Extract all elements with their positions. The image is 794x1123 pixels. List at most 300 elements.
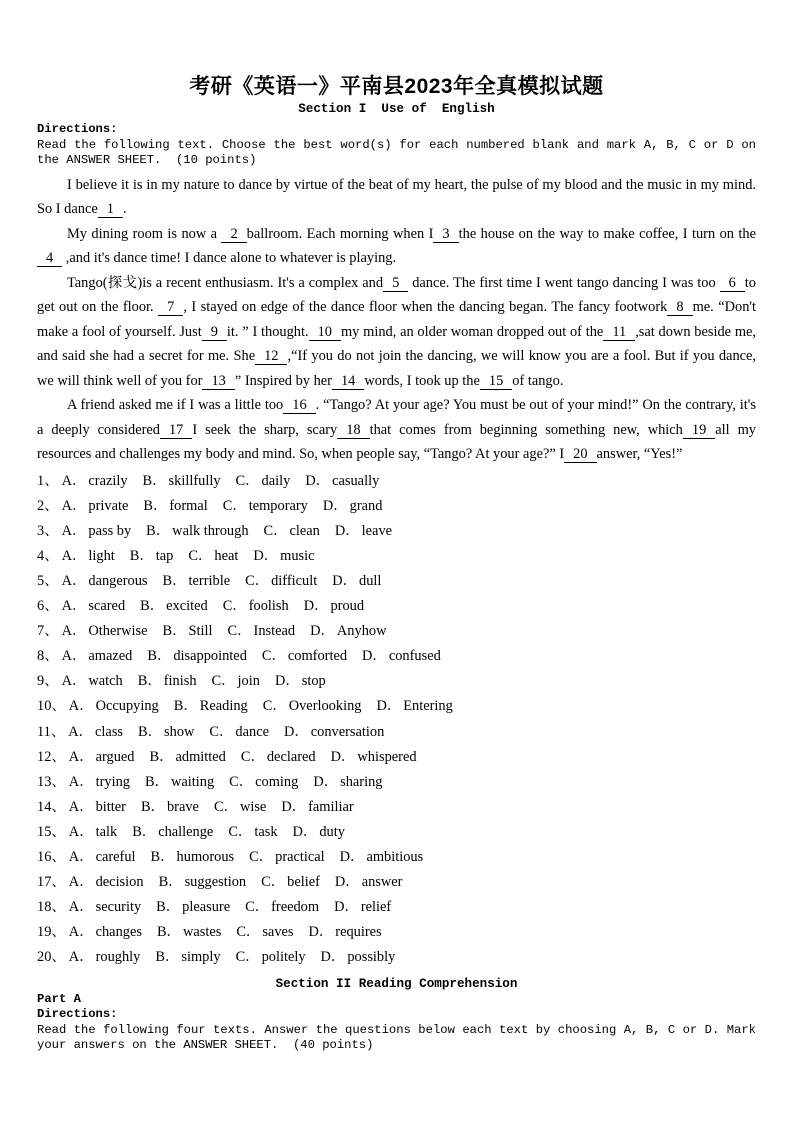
option-letter: C． bbox=[188, 547, 213, 564]
option-letter: C． bbox=[213, 798, 238, 815]
option-letter: D． bbox=[322, 497, 348, 514]
question-option bbox=[151, 849, 235, 865]
question-number: 15、 bbox=[37, 823, 66, 840]
option-letter: A． bbox=[68, 849, 94, 866]
cloze-blank: 18 bbox=[337, 422, 369, 439]
question-option bbox=[241, 749, 316, 765]
option-letter: B． bbox=[162, 573, 187, 589]
option-letter: A． bbox=[61, 547, 87, 564]
question-option bbox=[62, 598, 126, 614]
option-letter: B． bbox=[129, 547, 154, 564]
option-letter: D． bbox=[339, 849, 365, 866]
cloze-blank: 20 bbox=[564, 446, 596, 463]
question-row bbox=[37, 644, 756, 669]
question-row bbox=[37, 669, 756, 694]
option-text: watch bbox=[88, 673, 123, 690]
question-option bbox=[62, 648, 133, 664]
option-letter: D． bbox=[310, 623, 335, 640]
question-row bbox=[37, 870, 756, 895]
cloze-paragraph: I believe it is in my nature to dance by virtue of the beat of my heart, the pulse of my blood and the music in my mind. So I dance 1 . bbox=[37, 176, 756, 218]
option-letter: D． bbox=[334, 899, 359, 916]
cloze-blank: 15 bbox=[480, 373, 512, 390]
question-number: 3、 bbox=[37, 522, 59, 539]
option-letter: D． bbox=[334, 522, 360, 539]
cloze-blank: 7 bbox=[158, 299, 183, 316]
option-letter: C． bbox=[228, 823, 253, 840]
option-letter: D． bbox=[253, 547, 279, 564]
option-text: security bbox=[95, 899, 142, 916]
option-text: coming bbox=[255, 773, 299, 790]
section2-directions-text: Read the following four texts. Answer the questions below each text by choosing A, B, C or D. Mark your answers on the ANSWER SHEET. (40 points) bbox=[37, 1022, 764, 1053]
option-text: politely bbox=[261, 949, 306, 966]
question-option bbox=[284, 724, 384, 740]
option-text: challenge bbox=[158, 823, 214, 840]
option-letter: D． bbox=[281, 798, 307, 815]
option-letter: D． bbox=[362, 648, 387, 665]
option-text: freedom bbox=[271, 899, 320, 916]
question-option bbox=[69, 924, 142, 940]
option-text: suggestion bbox=[184, 874, 247, 891]
option-text: comforted bbox=[287, 648, 348, 665]
option-text: conversation bbox=[310, 723, 385, 740]
option-letter: C． bbox=[261, 648, 286, 665]
option-text: scared bbox=[88, 598, 126, 615]
option-text: practical bbox=[275, 849, 325, 866]
option-text: daily bbox=[261, 472, 291, 489]
question-option bbox=[304, 598, 364, 614]
option-text: tap bbox=[155, 547, 174, 564]
cloze-blank: 19 bbox=[683, 422, 715, 439]
cloze-blank: 5 bbox=[383, 275, 408, 292]
question-option bbox=[163, 623, 213, 639]
option-letter: D． bbox=[330, 748, 356, 765]
question-option bbox=[62, 573, 148, 589]
option-text: pleasure bbox=[182, 899, 231, 916]
question-list bbox=[37, 469, 756, 971]
option-text: Anyhow bbox=[336, 623, 387, 640]
section2-directions-label: Directions: bbox=[37, 1007, 118, 1022]
question-option bbox=[376, 698, 452, 714]
option-text: wise bbox=[239, 798, 267, 815]
option-text: answer bbox=[361, 874, 403, 891]
cloze-paragraph: My dining room is now a 2 ballroom. Each morning when I 3 the house on the way to make coffee, I turn on the 4 ,and it's dance time! I dance alone to whatever is playing. bbox=[37, 222, 756, 271]
question-option bbox=[130, 548, 174, 564]
question-option bbox=[228, 824, 277, 840]
question-number: 19、 bbox=[37, 924, 66, 941]
question-option bbox=[69, 799, 126, 815]
question-option bbox=[332, 573, 381, 589]
question-option bbox=[147, 648, 247, 664]
option-letter: C． bbox=[262, 698, 287, 715]
option-text: Entering bbox=[403, 698, 453, 715]
cloze-blank: 12 bbox=[255, 348, 287, 365]
option-letter: D． bbox=[303, 598, 329, 615]
question-number: 4、 bbox=[37, 547, 59, 564]
option-letter: B． bbox=[140, 798, 165, 815]
cloze-blank: 2 bbox=[221, 226, 246, 243]
option-letter: C． bbox=[235, 472, 260, 489]
option-text: talk bbox=[95, 823, 118, 840]
option-text: private bbox=[88, 497, 129, 514]
question-option bbox=[245, 573, 317, 589]
option-text: brave bbox=[166, 798, 199, 815]
question-row bbox=[37, 619, 756, 644]
question-option bbox=[261, 874, 320, 890]
section2-part-label: Part A bbox=[37, 991, 81, 1006]
option-letter: C． bbox=[245, 573, 270, 589]
option-text: Instead bbox=[253, 623, 296, 640]
option-text: Overlooking bbox=[288, 698, 362, 715]
option-text: roughly bbox=[95, 949, 141, 966]
option-text: dangerous bbox=[88, 573, 148, 589]
question-row bbox=[37, 895, 756, 920]
question-option bbox=[69, 824, 117, 840]
question-option bbox=[62, 548, 115, 564]
question-option bbox=[212, 673, 260, 689]
option-letter: C． bbox=[227, 623, 252, 640]
question-option bbox=[69, 899, 141, 915]
option-text: declared bbox=[266, 748, 316, 765]
option-text: class bbox=[95, 723, 124, 740]
option-text: ambitious bbox=[366, 849, 424, 866]
option-letter: D． bbox=[320, 949, 346, 966]
option-letter: A． bbox=[68, 823, 94, 840]
question-option bbox=[163, 573, 231, 589]
option-text: disappointed bbox=[173, 648, 247, 665]
option-letter: C． bbox=[222, 598, 247, 615]
option-letter: C． bbox=[229, 773, 254, 790]
question-number: 17、 bbox=[37, 874, 66, 891]
cloze-blank: 8 bbox=[667, 299, 692, 316]
question-row bbox=[37, 845, 756, 870]
question-option bbox=[321, 949, 396, 965]
option-letter: B． bbox=[144, 773, 169, 790]
option-text: argued bbox=[95, 748, 135, 765]
option-text: confused bbox=[388, 648, 441, 665]
option-text: grand bbox=[349, 497, 383, 514]
option-text: simply bbox=[181, 949, 221, 966]
option-text: amazed bbox=[88, 648, 133, 665]
option-letter: A． bbox=[68, 899, 94, 916]
option-text: stop bbox=[301, 673, 326, 690]
option-text: proud bbox=[330, 598, 365, 615]
option-text: pass by bbox=[88, 522, 132, 539]
option-text: skillfully bbox=[168, 472, 221, 489]
option-text: casually bbox=[332, 472, 380, 489]
option-text: finish bbox=[163, 673, 197, 690]
option-text: Still bbox=[188, 623, 213, 640]
question-option bbox=[69, 874, 144, 890]
question-option bbox=[281, 799, 353, 815]
option-letter: B． bbox=[147, 648, 172, 665]
question-option bbox=[275, 673, 326, 689]
option-letter: B． bbox=[162, 623, 187, 640]
option-text: temporary bbox=[248, 497, 308, 514]
question-row bbox=[37, 770, 756, 795]
option-text: task bbox=[254, 823, 278, 840]
option-letter: D． bbox=[292, 823, 318, 840]
option-letter: A． bbox=[68, 949, 94, 966]
question-number: 16、 bbox=[37, 849, 66, 866]
cloze-blank: 14 bbox=[332, 373, 364, 390]
option-text: Occupying bbox=[95, 698, 159, 715]
option-letter: C． bbox=[263, 522, 288, 539]
question-option bbox=[62, 673, 123, 689]
question-number: 11、 bbox=[37, 723, 66, 740]
section1-heading: Section I Use of English bbox=[298, 102, 495, 116]
option-text: join bbox=[237, 673, 260, 690]
question-option bbox=[155, 949, 220, 965]
option-text: sharing bbox=[340, 773, 383, 790]
option-text: waiting bbox=[170, 773, 215, 790]
question-option bbox=[335, 523, 392, 539]
option-letter: B． bbox=[137, 673, 162, 690]
question-option bbox=[340, 849, 424, 865]
option-text: decision bbox=[95, 874, 144, 891]
option-letter: C． bbox=[209, 723, 234, 740]
question-option bbox=[68, 724, 123, 740]
question-option bbox=[362, 648, 441, 664]
question-option bbox=[174, 698, 248, 714]
question-option bbox=[138, 673, 197, 689]
option-text: music bbox=[280, 547, 315, 564]
option-letter: A． bbox=[61, 472, 87, 489]
question-option bbox=[145, 774, 214, 790]
question-option bbox=[62, 473, 128, 489]
option-letter: A． bbox=[61, 648, 87, 665]
option-letter: B． bbox=[142, 472, 167, 489]
option-text: Reading bbox=[199, 698, 248, 715]
question-option bbox=[69, 774, 130, 790]
section1-directions-label: Directions: bbox=[37, 122, 118, 137]
option-letter: D． bbox=[283, 723, 309, 740]
question-option bbox=[309, 924, 382, 940]
option-letter: B． bbox=[149, 748, 174, 765]
option-text: saves bbox=[262, 924, 294, 941]
option-text: humorous bbox=[176, 849, 235, 866]
question-row bbox=[37, 920, 756, 945]
question-number: 13、 bbox=[37, 773, 66, 790]
option-letter: A． bbox=[61, 598, 87, 615]
option-letter: A． bbox=[61, 673, 87, 690]
option-letter: A． bbox=[61, 623, 87, 640]
question-option bbox=[159, 874, 247, 890]
question-number: 10、 bbox=[37, 698, 66, 715]
question-option bbox=[62, 623, 148, 639]
question-option bbox=[331, 749, 417, 765]
section2-heading: Section II Reading Comprehension bbox=[275, 976, 518, 991]
question-option bbox=[236, 949, 306, 965]
question-option bbox=[156, 899, 230, 915]
question-option bbox=[249, 849, 325, 865]
option-text: show bbox=[164, 723, 195, 740]
option-text: terrible bbox=[188, 573, 231, 589]
question-row bbox=[37, 519, 756, 544]
question-option bbox=[157, 924, 221, 940]
question-option bbox=[263, 698, 362, 714]
option-letter: A． bbox=[68, 723, 94, 740]
question-option bbox=[262, 648, 347, 664]
option-letter: A． bbox=[68, 748, 94, 765]
cloze-blank: 9 bbox=[202, 324, 227, 341]
question-option bbox=[334, 899, 391, 915]
question-row bbox=[37, 544, 756, 569]
section1-directions-text: Read the following text. Choose the best word(s) for each numbered blank and mark A, B, C or D on the ANSWER SHEET. (10 points) bbox=[37, 137, 764, 168]
option-text: changes bbox=[95, 924, 142, 941]
option-text: difficult bbox=[271, 573, 318, 589]
question-option bbox=[236, 473, 291, 489]
option-text: light bbox=[88, 547, 115, 564]
option-text: bitter bbox=[95, 798, 126, 815]
option-text: dance bbox=[235, 723, 269, 740]
option-text: foolish bbox=[248, 598, 289, 615]
option-text: excited bbox=[166, 598, 208, 615]
option-letter: B． bbox=[146, 522, 171, 539]
option-letter: B． bbox=[138, 723, 163, 740]
option-letter: C． bbox=[240, 748, 265, 765]
question-option bbox=[335, 874, 403, 890]
question-row bbox=[37, 594, 756, 619]
option-letter: C． bbox=[211, 673, 236, 690]
question-option bbox=[140, 598, 208, 614]
question-row bbox=[37, 795, 756, 820]
cloze-blank: 13 bbox=[202, 373, 234, 390]
option-letter: A． bbox=[68, 773, 94, 790]
question-number: 6、 bbox=[37, 598, 59, 615]
option-text: Otherwise bbox=[88, 623, 148, 640]
question-option bbox=[69, 698, 159, 714]
question-number: 18、 bbox=[37, 899, 66, 916]
option-letter: D． bbox=[376, 698, 402, 715]
option-text: possibly bbox=[347, 949, 396, 966]
option-text: leave bbox=[361, 522, 393, 539]
question-option bbox=[245, 899, 319, 915]
option-letter: C． bbox=[261, 874, 286, 891]
option-letter: D． bbox=[308, 924, 334, 941]
question-option bbox=[223, 598, 289, 614]
question-number: 9、 bbox=[37, 673, 59, 690]
cloze-paragraph: Tango(探戈)is a recent enthusiasm. It's a complex and 5 dance. The first time I went tango dancing I was too 6 to get out on the floor. 7 , I stayed on edge of the dance floor when the dancing began. The fancy footwork 8 me. “Don't make a fool of yourself. Just 9 it. ” I thought. 10 my mind, an older woman dropped out of the 11 ,sat down beside me, and said she had a secret for me. She 12 ,“If you do not join the dancing, we will know you are a fool. But if you dance, we will think well of you for 13 ” Inspired by her 14 words, I took up the 15 of tango. bbox=[37, 274, 757, 389]
question-option bbox=[69, 849, 136, 865]
question-option bbox=[132, 824, 213, 840]
option-letter: A． bbox=[61, 497, 87, 514]
option-text: duty bbox=[319, 823, 345, 840]
question-option bbox=[293, 824, 345, 840]
question-option bbox=[313, 774, 382, 790]
cloze-blank: 1 bbox=[98, 201, 123, 218]
question-row bbox=[37, 494, 756, 519]
option-letter: B． bbox=[173, 698, 198, 715]
question-option bbox=[214, 799, 266, 815]
option-letter: D． bbox=[274, 673, 300, 690]
question-row bbox=[37, 694, 756, 719]
cloze-paragraph: A friend asked me if I was a little too 16 . “Tango? At your age? You must be out of your mind!” On the contrary, it's a deeply considered 17 I seek the sharp, scary 18 that comes from beginning something new, which 19 all my resources and challenges my body and mind. So, when people say, “Tango? At your age?” I 20 answer, “Yes!” bbox=[37, 397, 756, 463]
question-option bbox=[188, 548, 238, 564]
option-text: whispered bbox=[357, 748, 417, 765]
option-letter: D． bbox=[305, 472, 331, 489]
question-option bbox=[69, 949, 141, 965]
option-text: familiar bbox=[308, 798, 354, 815]
question-option bbox=[253, 548, 314, 564]
option-letter: B． bbox=[132, 823, 157, 840]
question-option bbox=[146, 523, 248, 539]
question-option bbox=[150, 749, 226, 765]
option-text: careful bbox=[95, 849, 136, 866]
option-letter: B． bbox=[156, 899, 181, 916]
question-option bbox=[62, 498, 129, 514]
question-row bbox=[37, 745, 756, 770]
cloze-passage bbox=[37, 173, 756, 467]
cloze-blank: 3 bbox=[433, 226, 458, 243]
question-option bbox=[323, 498, 383, 514]
option-text: crazily bbox=[88, 472, 128, 489]
option-letter: D． bbox=[313, 773, 339, 790]
question-option bbox=[69, 749, 135, 765]
option-letter: D． bbox=[332, 573, 358, 589]
question-option bbox=[229, 774, 298, 790]
option-letter: B． bbox=[155, 949, 180, 966]
option-letter: C． bbox=[245, 899, 270, 916]
option-letter: C． bbox=[235, 949, 260, 966]
option-letter: C． bbox=[249, 849, 274, 866]
option-text: walk through bbox=[172, 522, 249, 539]
cloze-blank: 4 bbox=[37, 250, 62, 267]
option-text: admitted bbox=[175, 748, 226, 765]
question-option bbox=[310, 623, 386, 639]
option-text: clean bbox=[289, 522, 320, 539]
question-option bbox=[143, 498, 207, 514]
cloze-blank: 17 bbox=[160, 422, 192, 439]
question-option bbox=[62, 523, 132, 539]
question-number: 20、 bbox=[37, 949, 66, 966]
question-number: 12、 bbox=[37, 748, 66, 765]
question-number: 7、 bbox=[37, 623, 59, 640]
option-text: heat bbox=[214, 547, 239, 564]
option-letter: B． bbox=[143, 497, 168, 514]
question-number: 2、 bbox=[37, 497, 59, 514]
option-letter: A． bbox=[68, 698, 94, 715]
cloze-blank: 11 bbox=[603, 324, 635, 341]
option-letter: C． bbox=[236, 924, 261, 941]
question-number: 8、 bbox=[37, 648, 59, 665]
question-number: 1、 bbox=[37, 472, 59, 489]
question-row bbox=[37, 820, 756, 845]
question-option bbox=[138, 724, 194, 740]
cloze-blank: 6 bbox=[720, 275, 745, 292]
cloze-blank: 16 bbox=[283, 397, 315, 414]
option-letter: D． bbox=[334, 874, 360, 891]
option-letter: B． bbox=[156, 924, 181, 941]
option-letter: B． bbox=[150, 849, 175, 866]
question-row bbox=[37, 945, 756, 970]
question-option bbox=[209, 724, 269, 740]
option-letter: C． bbox=[222, 497, 247, 514]
option-letter: A． bbox=[61, 573, 87, 589]
question-option bbox=[305, 473, 379, 489]
option-letter: A． bbox=[68, 874, 94, 891]
option-letter: B． bbox=[140, 598, 165, 615]
question-row bbox=[37, 469, 756, 494]
option-text: trying bbox=[95, 773, 130, 790]
question-row bbox=[37, 720, 756, 745]
option-letter: B． bbox=[158, 874, 183, 891]
question-option bbox=[141, 799, 199, 815]
question-option bbox=[264, 523, 320, 539]
option-text: wastes bbox=[182, 924, 222, 941]
question-option bbox=[228, 623, 296, 639]
option-text: requires bbox=[335, 924, 382, 941]
question-row bbox=[37, 569, 756, 594]
